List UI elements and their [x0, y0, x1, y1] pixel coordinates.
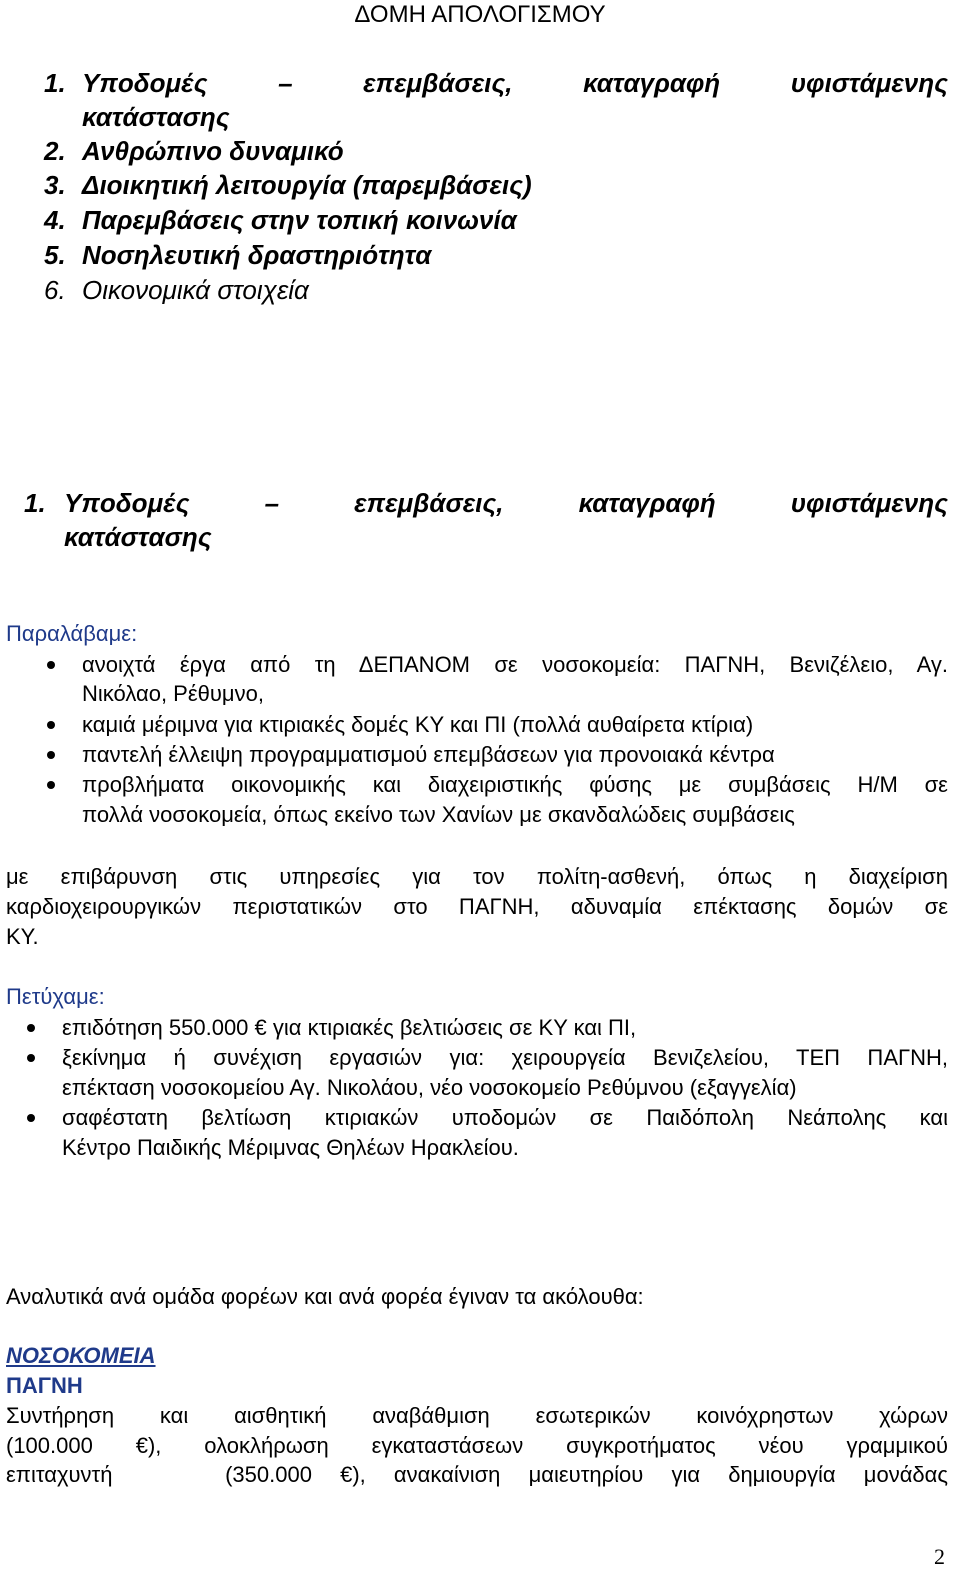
- bullet-dot: [27, 1024, 35, 1032]
- pagni-heading: ΠΑΓΝΗ: [6, 1373, 83, 1398]
- toc-item-4: Παρεμβάσεις στην τοπική κοινωνία: [82, 205, 517, 235]
- achieved-bullet-2-line1: ξεκίνημα ή συνέχιση εργασιών για: χειρουργεία Βενιζελείου, ΤΕΠ ΠΑΓΝΗ,: [62, 1045, 948, 1070]
- section-number: 1.: [24, 488, 46, 518]
- page-number: 2: [934, 1544, 945, 1569]
- pagni-line-3: επιταχυντή (350.000 €), ανακαίνιση μαιευτηρίου για δημιουργία μονάδας: [6, 1462, 948, 1487]
- pagni-line-1: Συντήρηση και αισθητική αναβάθμιση εσωτερικών κοινόχρηστων χώρων: [6, 1403, 948, 1428]
- received-para-line2: καρδιοχειρουργικών περιστατικών στο ΠΑΓΝΗ, αδυναμία επέκτασης δομών σε: [6, 894, 948, 919]
- received-bullet-2: καμιά μέριμνα για κτιριακές δομές ΚΥ και ΠΙ (πολλά αυθαίρετα κτίρια): [82, 712, 754, 737]
- received-para-line3: ΚΥ.: [6, 924, 39, 949]
- toc-item-1-line1: Υποδομές – επεμβάσεις, καταγραφή υφιστάμενης: [82, 68, 948, 98]
- received-bullet-4-line1: προβλήματα οικονομικής και διαχειριστικής φύσης με συμβάσεις Η/Μ σε: [82, 772, 948, 797]
- toc-num-6: 6.: [44, 275, 66, 305]
- toc-item-6: Οικονομικά στοιχεία: [82, 275, 309, 305]
- detail-intro: Αναλυτικά ανά ομάδα φορέων και ανά φορέα έγιναν τα ακόλουθα:: [6, 1284, 644, 1309]
- section-heading-line2: κατάστασης: [64, 522, 212, 552]
- bullet-dot: [27, 1114, 35, 1122]
- bullet-dot: [47, 661, 55, 669]
- page-title: ΔΟΜΗ ΑΠΟΛΟΓΙΣΜΟΥ: [354, 1, 606, 28]
- achieved-bullet-3-line2: Κέντρο Παιδικής Μέριμνας Θηλέων Ηρακλείου.: [62, 1135, 519, 1160]
- toc-num-3: 3.: [44, 170, 66, 200]
- toc-num-1: 1.: [44, 68, 66, 98]
- achieved-bullet-1: επιδότηση 550.000 € για κτιριακές βελτιώσεις σε ΚΥ και ΠΙ,: [62, 1015, 637, 1040]
- received-label: Παραλάβαμε:: [6, 621, 138, 646]
- received-para-line1: με επιβάρυνση στις υπηρεσίες για τον πολίτη-ασθενή, όπως η διαχείριση: [6, 864, 948, 889]
- achieved-bullet-3-line1: σαφέστατη βελτίωση κτιριακών υποδομών σε Παιδόπολη Νεάπολης και: [62, 1105, 948, 1130]
- bullet-dot: [47, 751, 55, 759]
- received-bullet-1-line2: Νικόλαο, Ρέθυμνο,: [82, 681, 264, 706]
- toc-item-3: Διοικητική λειτουργία (παρεμβάσεις): [82, 170, 532, 200]
- toc-num-4: 4.: [44, 205, 66, 235]
- received-bullet-3: παντελή έλλειψη προγραμματισμού επεμβάσεων για προνοιακά κέντρα: [82, 742, 775, 767]
- toc-num-5: 5.: [44, 240, 66, 270]
- pagni-line-2: (100.000 €), ολοκλήρωση εγκαταστάσεων συγκροτήματος νέου γραμμικού: [6, 1433, 948, 1458]
- toc-num-2: 2.: [44, 136, 66, 166]
- bullet-dot: [47, 781, 55, 789]
- achieved-label: Πετύχαμε:: [6, 984, 105, 1009]
- received-bullet-1-line1: ανοιχτά έργα από τη ΔΕΠΑΝΟΜ σε νοσοκομεία: ΠΑΓΝΗ, Βενιζέλειο, Αγ.: [82, 652, 948, 677]
- toc-item-1-line2: κατάστασης: [82, 102, 230, 132]
- toc-item-5: Νοσηλευτική δραστηριότητα: [82, 240, 432, 270]
- toc-item-2: Ανθρώπινο δυναμικό: [82, 136, 344, 166]
- hospitals-heading: ΝΟΣΟΚΟΜΕΙΑ: [6, 1343, 156, 1368]
- bullet-dot: [47, 721, 55, 729]
- bullet-dot: [27, 1054, 35, 1062]
- received-bullet-4-line2: πολλά νοσοκομεία, όπως εκείνο των Χανίων με σκανδαλώδεις συμβάσεις: [82, 802, 795, 827]
- achieved-bullet-2-line2: επέκταση νοσοκομείου Αγ. Νικολάου, νέο νοσοκομείο Ρεθύμνου (εξαγγελία): [62, 1075, 797, 1100]
- section-heading-line1: Υποδομές – επεμβάσεις, καταγραφή υφιστάμενης: [64, 488, 948, 518]
